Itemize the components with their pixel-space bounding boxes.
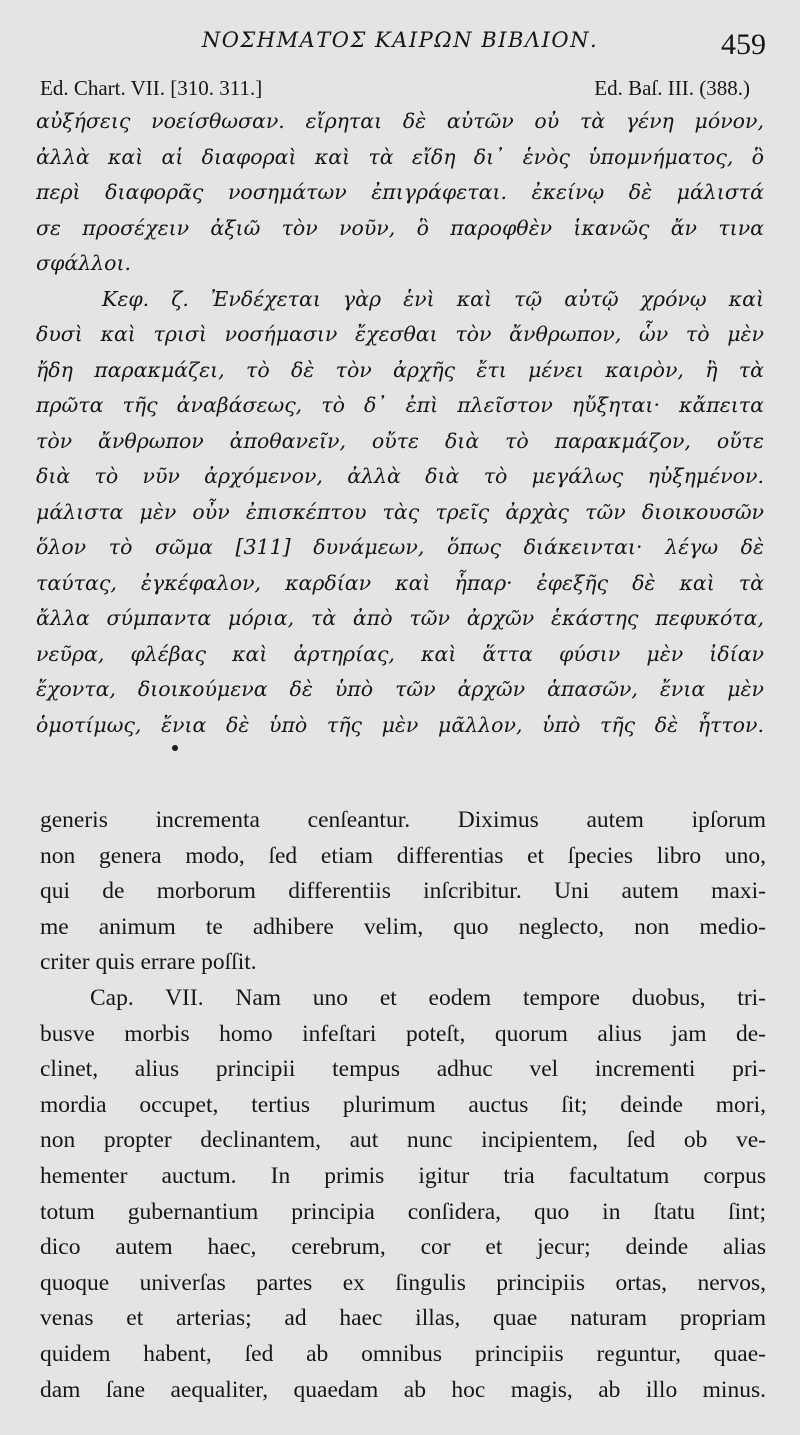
greek-line: ἤδη παρακμάζει, τὸ δὲ τὸν ἀρχῆς ἔτι μένει καιρὸν, ἢ τὰ	[36, 357, 764, 382]
latin-line: quidem habent, ſed ab omnibus principiis reguntur, quae-	[40, 1340, 766, 1367]
latin-line: generis incrementa cenſeantur. Diximus autem ipſorum	[40, 807, 766, 833]
greek-line: ταύτας, ἐγκέφαλον, καρδίαν καὶ ἧπαρ· ἐφεξῆς δὲ καὶ τὰ	[36, 570, 764, 595]
latin-line: non propter declinantem, aut nunc incipientem, ſed ob ve-	[40, 1127, 766, 1154]
greek-line: τὸν ἄνθρωπον ἀποθανεῖν, οὔτε διὰ τὸ παρακμάζον, οὔτε	[36, 428, 764, 453]
page-number: 459	[721, 28, 766, 61]
latin-line: criter quis errare poſſit.	[40, 949, 257, 976]
latin-line: venas et arterias; ad haec illas, quae naturam propriam	[40, 1305, 766, 1332]
greek-line: ἔχοντα, διοικούμενα δὲ ὑπὸ τῶν ἀρχῶν ἁπασῶν, ἔνια μὲν	[36, 677, 764, 701]
latin-line: quoque univerſas partes ex ſingulis principiis ortas, nervos,	[40, 1269, 766, 1296]
greek-line: δυσὶ καὶ τρισὶ νοσήμασιν ἔχεσθαι τὸν ἄνθρωπον, ὧν τὸ μὲν	[36, 322, 764, 346]
greek-chapter-heading-line: Κεφ. ζ. Ἐνδέχεται γὰρ ἑνὶ καὶ τῷ αὐτῷ χρόνῳ καὶ	[102, 286, 764, 311]
greek-line: μάλιστα μὲν οὖν ἐπισκέπτου τὰς τρεῖς ἀρχὰς τῶν διοικουσῶν	[36, 499, 764, 524]
latin-chapter-heading-line: Cap. VII. Nam uno et eodem tempore duobus, tri-	[90, 984, 766, 1011]
greek-line: περὶ διαφορᾶς νοσημάτων ἐπιγράφεται. ἐκείνῳ δὲ μάλιστά	[36, 180, 764, 204]
greek-line: αὐξήσεις νοείσθωσαν. εἴρηται δὲ αὐτῶν οὐ τὰ γένη μόνον,	[36, 109, 764, 133]
edition-reference-left: Ed. Chart. VII. [310. 311.]	[40, 76, 263, 100]
latin-line: qui de morborum differentiis inſcribitur. Uni autem maxi-	[40, 878, 766, 905]
latin-line: non genera modo, ſed etiam differentias et ſpecies libro uno,	[40, 842, 766, 869]
greek-line: σε προσέχειν ἀξιῶ τὸν νοῦν, ὃ παροφθὲν ἱκανῶς ἄν τινα	[36, 215, 764, 240]
latin-line: dam ſane aequaliter, quaedam ab hoc magis, ab illo minus.	[40, 1376, 766, 1403]
greek-line: νεῦρα, φλέβας καὶ ἀρτηρίας, καὶ ἅττα φύσιν μὲν ἰδίαν	[36, 641, 764, 666]
greek-line: διὰ τὸ νῦν ἀρχόμενον, ἀλλὰ διὰ τὸ μεγάλως ηὐξημένον.	[36, 464, 764, 488]
latin-line: hementer auctum. In primis igitur tria facultatum corpus	[40, 1162, 766, 1189]
greek-line: ὅλον τὸ σῶμα [311] δυνάμεων, ὅπως διάκεινται· λέγω δὲ	[36, 535, 764, 559]
ornament-dot	[172, 745, 178, 751]
latin-line: mordia occupet, tertius plurimum auctus ſit; deinde mori,	[40, 1091, 766, 1118]
greek-line: σφάλλοι.	[36, 251, 132, 275]
running-head: ΝΟΣΗΜΑΤΟΣ ΚΑΙΡΩΝ ΒΙΒΛΙΟΝ.	[201, 28, 599, 52]
latin-text-block	[40, 803, 766, 1408]
greek-line: ἄλλα σύμπαντα μόρια, τὰ ἀπὸ τῶν ἀρχῶν ἑκάστης πεφυκότα,	[36, 606, 764, 630]
latin-line: totum gubernantium principia conſidera, quo in ſtatu ſint;	[40, 1198, 766, 1225]
greek-line: πρῶτα τῆς ἀναβάσεως, τὸ δ᾽ ἐπὶ πλεῖστον ηὔξηται· κἄπειτα	[36, 393, 764, 417]
latin-line: dico autem haec, cerebrum, cor et jecur; deinde alias	[40, 1234, 766, 1261]
greek-line: ὁμοτίμως, ἔνια δὲ ὑπὸ τῆς μὲν μᾶλλον, ὑπὸ τῆς δὲ ἧττον.	[36, 712, 764, 737]
edition-reference-right: Ed. Baſ. III. (388.)	[594, 76, 750, 100]
latin-line: me animum te adhibere velim, quo neglecto, non medio-	[40, 913, 766, 940]
greek-text-block	[36, 104, 764, 743]
latin-line: busve morbis homo infeſtari poteſt, quorum alius jam de-	[40, 1020, 766, 1047]
greek-line: ἀλλὰ καὶ αἱ διαφοραὶ καὶ τὰ εἴδη δι᾽ ἑνὸς ὑπομνήματος, ὃ	[36, 144, 764, 169]
latin-line: clinet, alius principii tempus adhuc vel incrementi pri-	[40, 1056, 766, 1083]
